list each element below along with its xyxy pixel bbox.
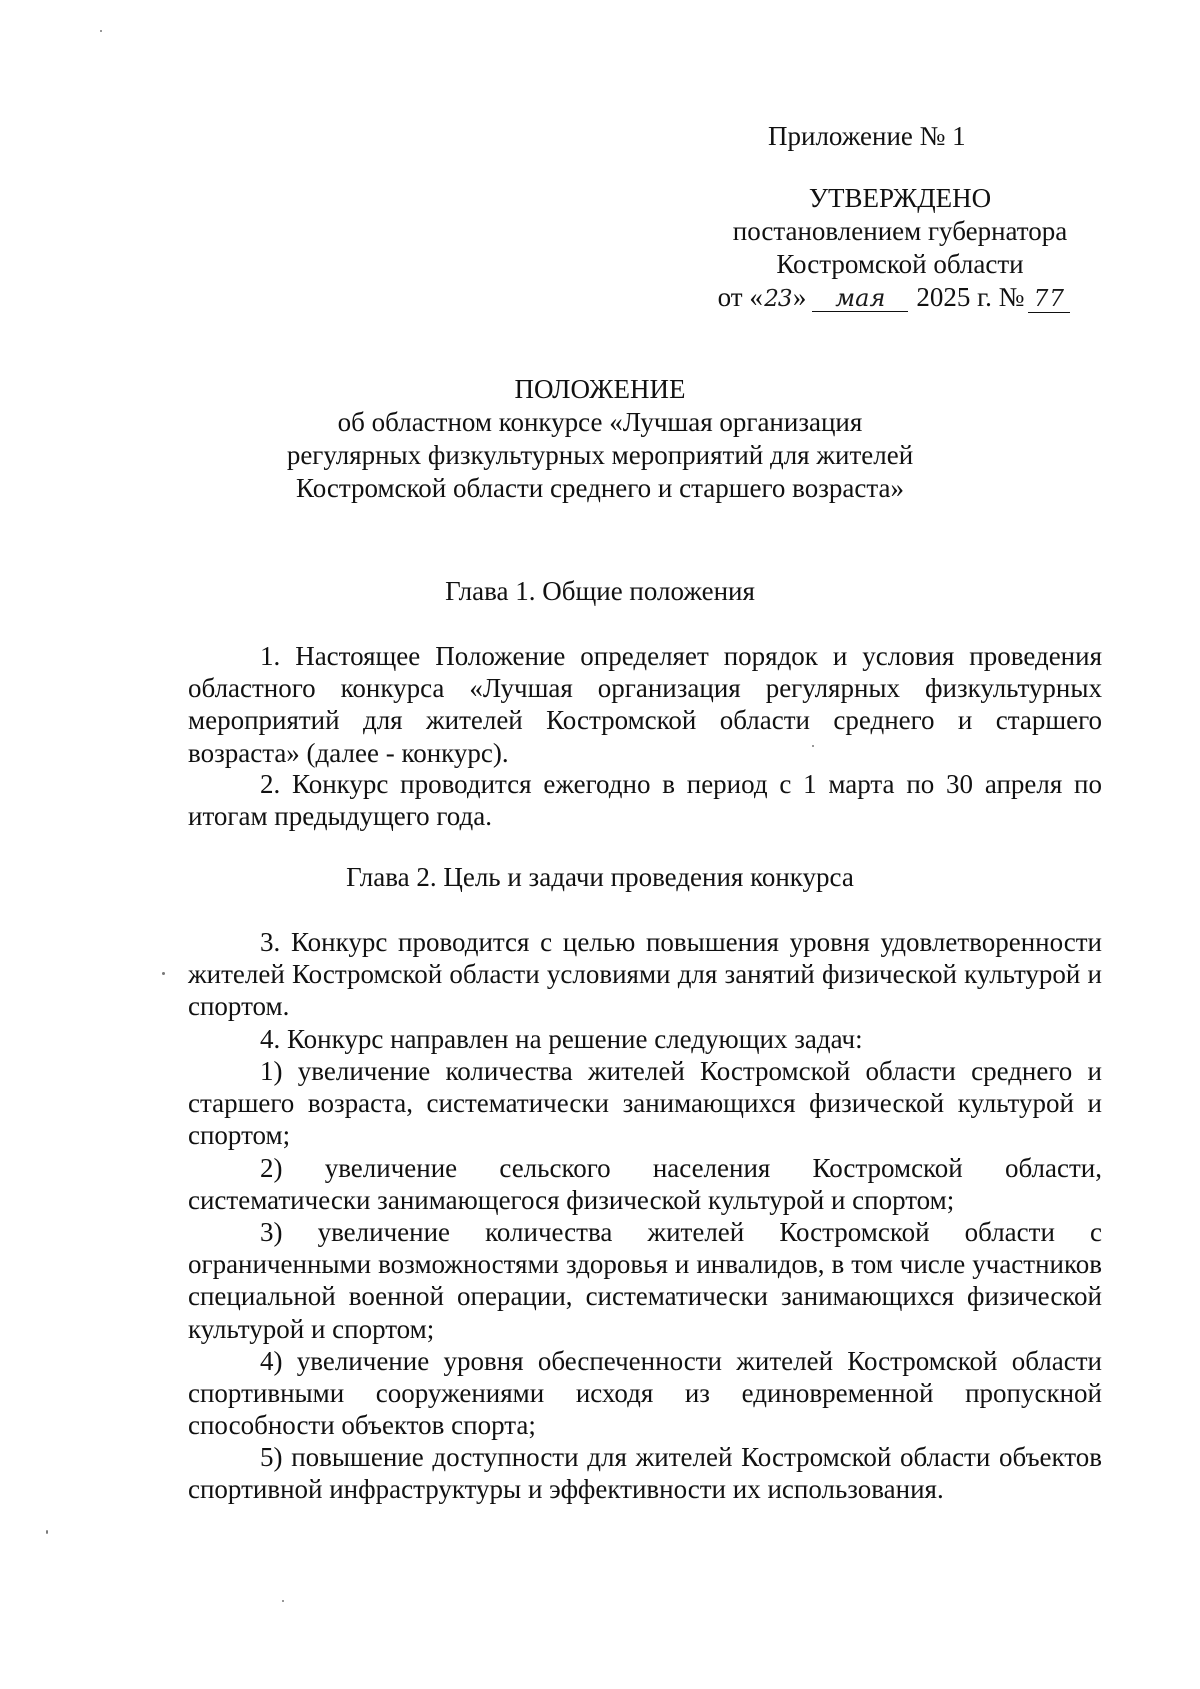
task-item-5: 5) повышение доступности для жителей Костромской области объектов спортивной инфраструктуры и эффективности их использования. <box>188 1442 1102 1505</box>
date-prefix: от « <box>717 282 763 312</box>
task-item-2: 2) увеличение сельского населения Костромской области, систематически занимающегося физической культурой и спортом; <box>188 1153 1102 1216</box>
approved-by-line-1: постановлением губернатора <box>732 216 1068 246</box>
document-title <box>150 373 1050 505</box>
scan-speck <box>46 1530 48 1534</box>
handwritten-month: мая <box>812 285 908 312</box>
chapter-2-heading: Глава 2. Цель и задачи проведения конкурса <box>346 862 854 892</box>
title-line-1: об областном конкурсе «Лучшая организация <box>337 407 863 437</box>
paragraph-2: 2. Конкурс проводится ежегодно в период с 1 марта по 30 апреля по итогам предыдущего года. <box>188 769 1102 832</box>
date-mid: » <box>792 282 807 312</box>
paragraph-3: 3. Конкурс проводится с целью повышения уровня удовлетворенности жителей Костромской области условиями для занятий физической культурой и спортом. <box>188 927 1102 1022</box>
appendix-label: Приложение № 1 <box>768 121 966 151</box>
task-item-1: 1) увеличение количества жителей Костромской области среднего и старшего возраста, систематически занимающихся физической культурой и спортом; <box>188 1056 1102 1151</box>
paragraph-4: 4. Конкурс направлен на решение следующих задач: <box>260 1024 863 1054</box>
date-year: 2025 г. № <box>916 282 1025 312</box>
title-line-3: Костромской области среднего и старшего возраста» <box>296 473 904 503</box>
title-heading: ПОЛОЖЕНИЕ <box>514 374 686 404</box>
scan-speck <box>162 972 165 975</box>
title-line-2: регулярных физкультурных мероприятий для жителей <box>286 440 914 470</box>
approved-label: УТВЕРЖДЕНО <box>808 183 992 213</box>
scan-speck <box>282 1600 284 1602</box>
scan-speck <box>100 30 102 32</box>
handwritten-decree-number: 77 <box>1028 286 1070 313</box>
approval-stamp-block <box>690 182 1110 316</box>
scan-speck <box>812 745 814 747</box>
task-item-4: 4) увеличение уровня обеспеченности жителей Костромской области спортивными сооружениями исходя из единовременной пропускной способности объектов спорта; <box>188 1346 1102 1441</box>
chapter-1-heading: Глава 1. Общие положения <box>445 576 755 606</box>
approved-by-line-2: Костромской области <box>776 249 1024 279</box>
paragraph-1: 1. Настоящее Положение определяет порядок и условия проведения областного конкурса «Лучшая организация регулярных физкультурных мероприятий для жителей Костромской области среднего и старшего возраста» (далее - конкурс). <box>188 641 1102 768</box>
handwritten-day: 23 <box>764 286 792 312</box>
decree-date-line <box>684 281 1104 316</box>
task-item-3: 3) увеличение количества жителей Костромской области с ограниченными возможностями здоровья и инвалидов, в том числе участников специальной военной операции, систематически занимающихся физической культурой и спортом; <box>188 1217 1102 1344</box>
